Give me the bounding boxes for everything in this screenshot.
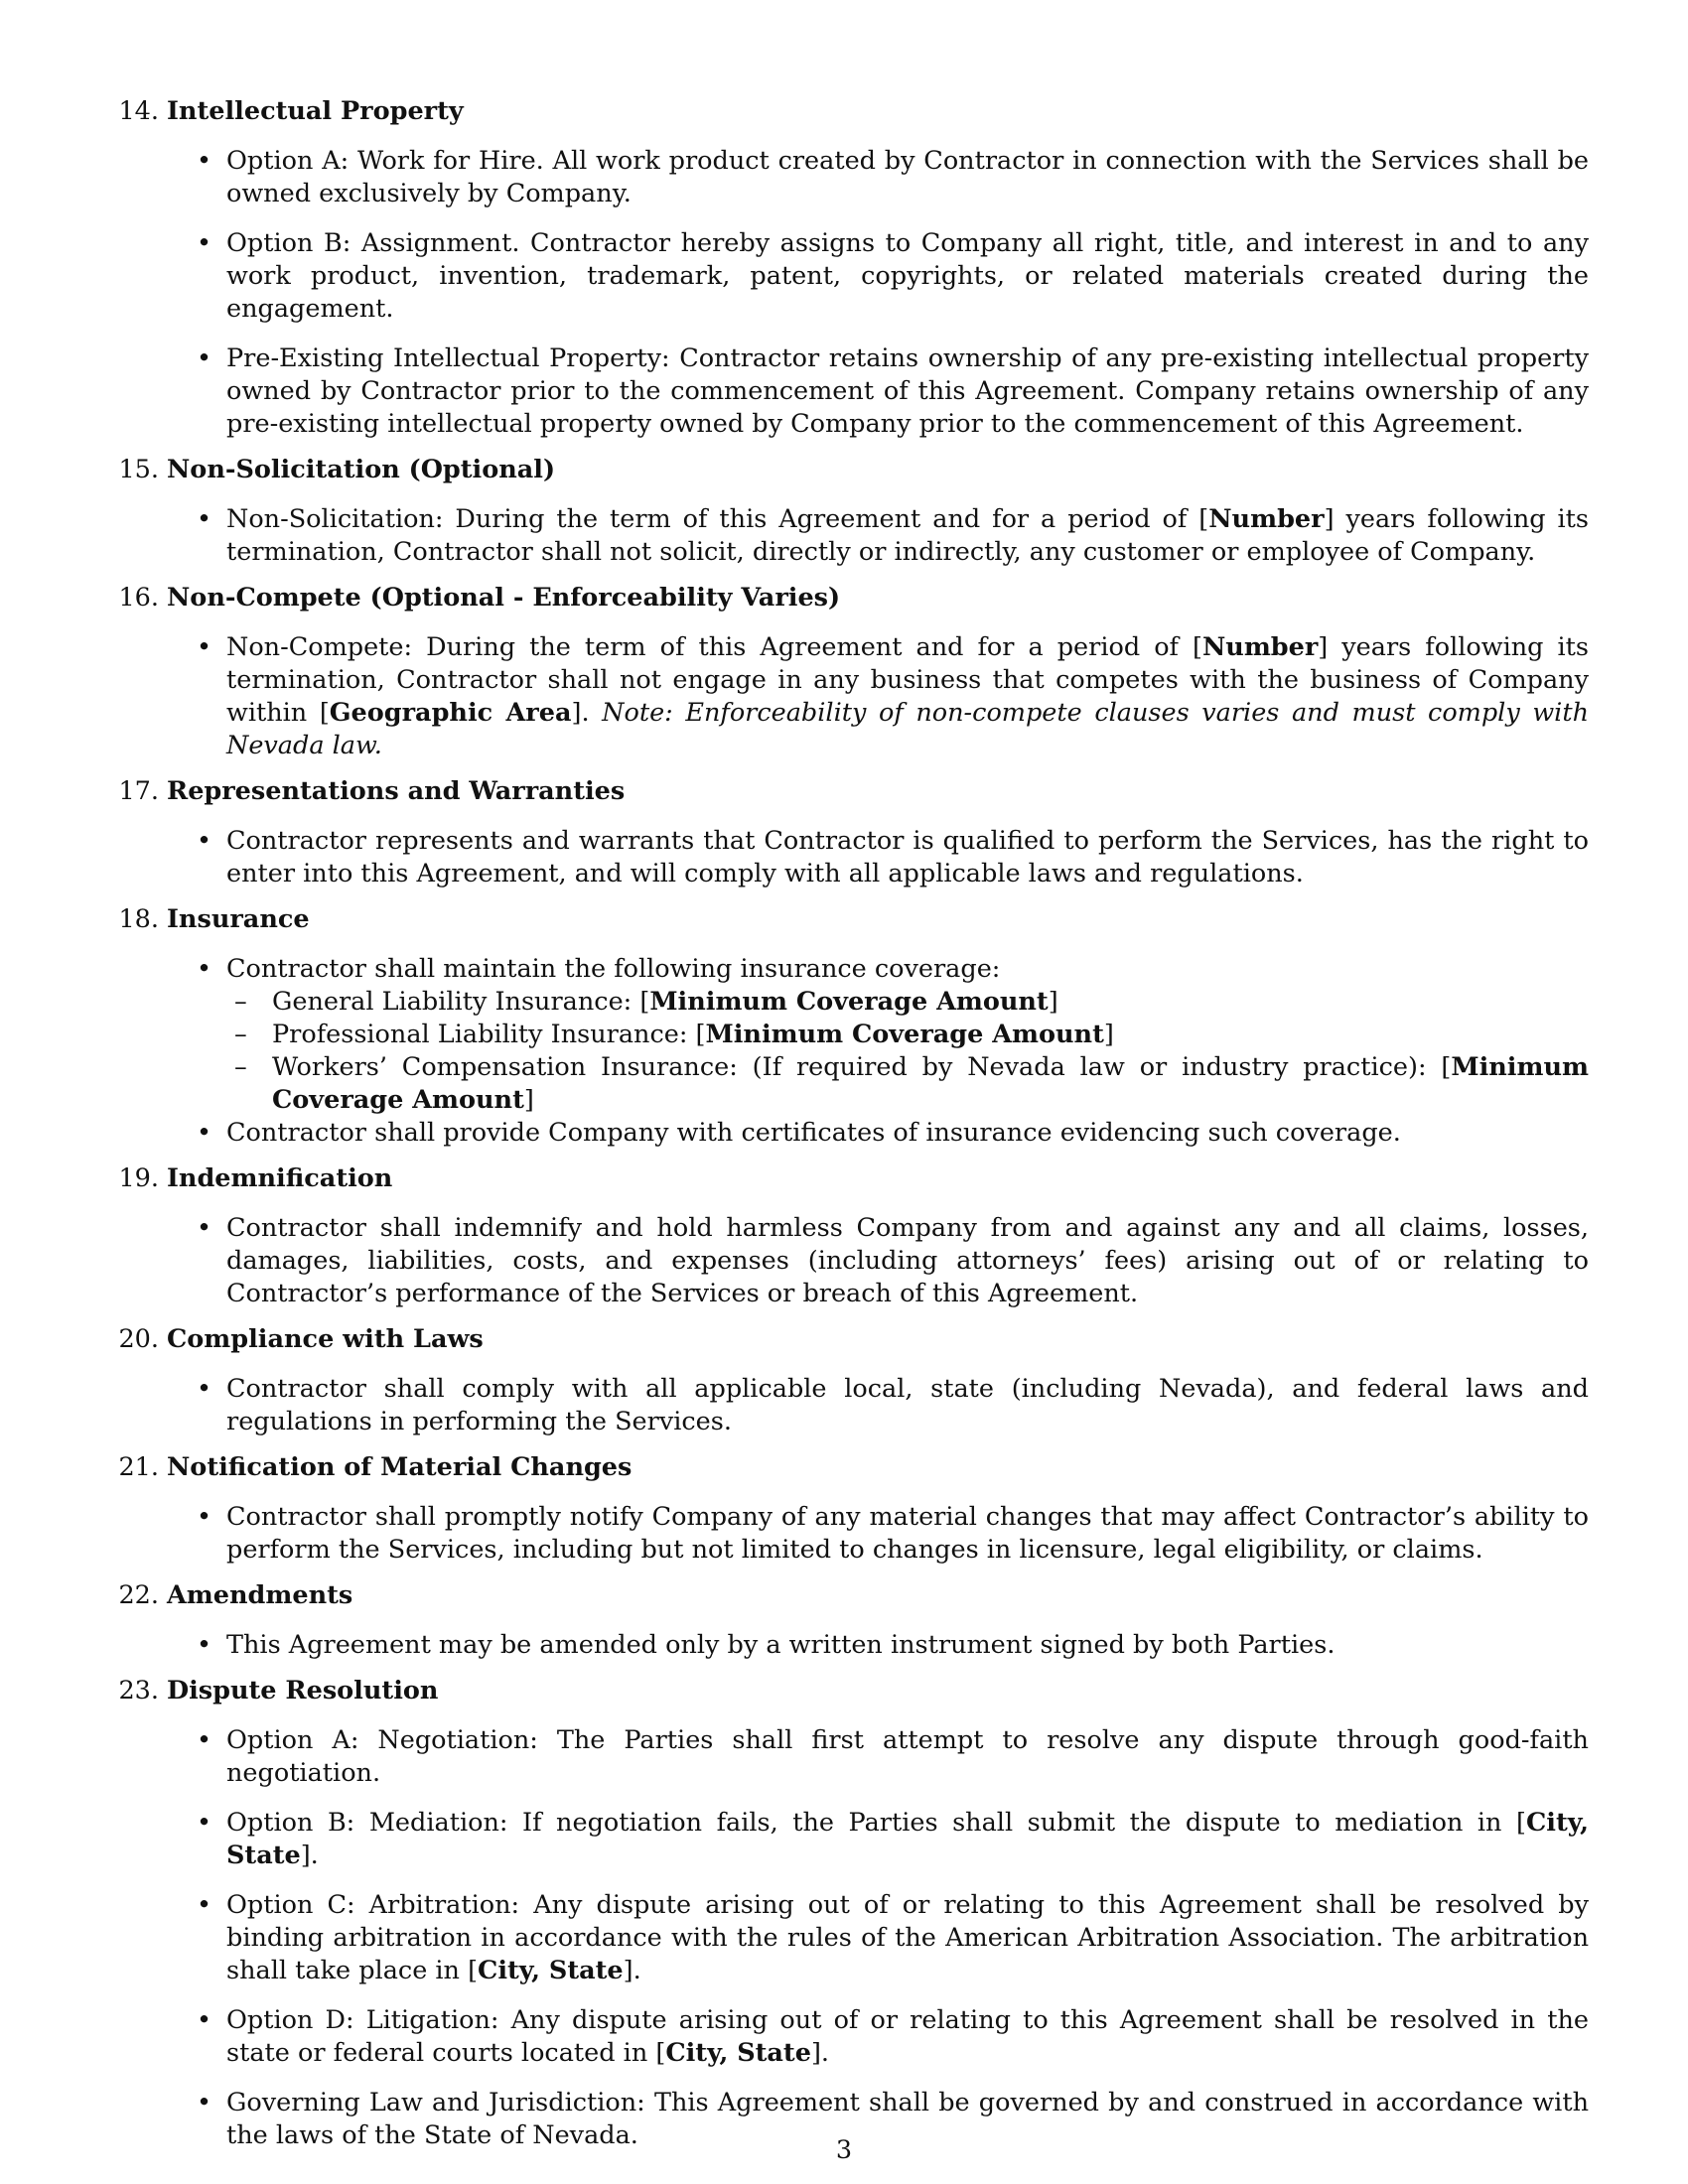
section-representations bbox=[115, 775, 1589, 890]
placeholder-field: Minimum Coverage Amount bbox=[272, 1052, 1589, 1115]
clause-text: Contractor shall provide Company with certificates of insurance evidencing such coverage. bbox=[226, 1118, 1401, 1148]
clause-text: ]. bbox=[810, 2038, 829, 2068]
section-title: Amendments bbox=[167, 1580, 353, 1610]
sub-item: – General Liability Insurance: [Minimum Coverage Amount] bbox=[234, 987, 1058, 1017]
clause-text: ] years following its termination, Contractor shall not solicit, directly or indirectly, any customer or employee of Company. bbox=[226, 504, 1589, 567]
section-insurance bbox=[115, 903, 1589, 1150]
section-heading bbox=[115, 1451, 1589, 1484]
clause-item: • Option D: Litigation: Any dispute arising out of or relating to this Agreement shall be resolved in the state or federal courts located in [City, State]. bbox=[197, 2005, 1589, 2068]
clause-item: • Contractor shall comply with all applicable local, state (including Nevada), and federal laws and regulations in performing the Services. bbox=[197, 1374, 1589, 1436]
section-title: Non-Solicitation (Optional) bbox=[167, 455, 556, 484]
clause-text: Non-Solicitation: During the term of this Agreement and for a period of [ bbox=[226, 504, 1209, 534]
clause-text: Option B: Mediation: If negotiation fails, the Parties shall submit the dispute to mediation in [ bbox=[226, 1808, 1526, 1838]
section-heading bbox=[115, 903, 1589, 936]
section-indemnification bbox=[115, 1162, 1589, 1310]
section-title: Non-Compete (Optional - Enforceability Varies) bbox=[167, 583, 841, 613]
placeholder-field: Geographic Area bbox=[329, 698, 572, 728]
clause-item: • Non-Solicitation: During the term of this Agreement and for a period of [Number] years following its termination, Contractor shall not solicit, directly or indirectly, any customer or employee of Company. bbox=[197, 504, 1589, 567]
section-title: Indemnification bbox=[167, 1163, 393, 1193]
clause-text: General Liability Insurance: [ bbox=[272, 987, 650, 1017]
clause-item: • Non-Compete: During the term of this Agreement and for a period of [Number] years following its termination, Contractor shall not engage in any business that competes with the business of Company within [Geographic Area]. Note: Enforceability of non-compete clauses varies and must comply with Nevada law. bbox=[197, 632, 1589, 760]
section-title: Representations and Warranties bbox=[167, 776, 626, 806]
placeholder-field: Minimum Coverage Amount bbox=[649, 987, 1049, 1017]
section-number: 15. bbox=[118, 455, 159, 484]
section-number: 22. bbox=[118, 1580, 159, 1610]
section-title: Intellectual Property bbox=[167, 96, 464, 126]
clause-text: ] bbox=[1048, 987, 1058, 1017]
clause-text: ] years following its termination, Contractor shall not engage in any business that competes with the business of Company within [ bbox=[226, 632, 1589, 728]
clause-text: Option A: Negotiation: The Parties shall first attempt to resolve any dispute through good-faith negotiation. bbox=[226, 1725, 1589, 1788]
placeholder-field: City, State bbox=[478, 1956, 624, 1985]
clause-text: Option B: Assignment. Contractor hereby assigns to Company all right, title, and interest in and to any work product, invention, trademark, patent, copyrights, or related materials created during the engagement. bbox=[226, 228, 1589, 324]
section-compliance bbox=[115, 1323, 1589, 1438]
section-number: 17. bbox=[118, 776, 159, 806]
clause-text: Contractor shall comply with all applicable local, state (including Nevada), and federal laws and regulations in performing the Services. bbox=[226, 1374, 1589, 1436]
section-heading bbox=[115, 1675, 1589, 1707]
section-intellectual-property bbox=[115, 95, 1589, 441]
clause-item: • Option B: Assignment. Contractor hereby assigns to Company all right, title, and interest in and to any work product, invention, trademark, patent, copyrights, or related materials created during the engagement. bbox=[197, 228, 1589, 324]
section-number: 19. bbox=[118, 1163, 159, 1193]
clause-text: Contractor shall indemnify and hold harmless Company from and against any and all claims, losses, damages, liabilities, costs, and expenses (including attorneys’ fees) arising out of or relating to Contractor’s performance of the Services or breach of this Agreement. bbox=[226, 1213, 1589, 1308]
section-heading bbox=[115, 1162, 1589, 1195]
sub-item: – Workers’ Compensation Insurance: (If required by Nevada law or industry practice): [Minimum Coverage Amount] bbox=[234, 1052, 1589, 1115]
section-title: Insurance bbox=[167, 904, 310, 934]
clause-text: Pre-Existing Intellectual Property: Contractor retains ownership of any pre-existing intellectual property owned by Contractor prior to the commencement of this Agreement. Company retains ownership of any pre-existing intellectual property owned by Company prior to the commencement of this Agreement. bbox=[226, 343, 1589, 439]
section-title: Notification of Material Changes bbox=[167, 1452, 633, 1482]
clause-item: • Governing Law and Jurisdiction: This Agreement shall be governed by and construed in accordance with the laws of the State of Nevada. bbox=[197, 2088, 1589, 2150]
clause-text: ] bbox=[1103, 1020, 1114, 1049]
section-number: 20. bbox=[118, 1324, 159, 1354]
clause-item: • Contractor represents and warrants that Contractor is qualified to perform the Services, has the right to enter into this Agreement, and will comply with all applicable laws and regulations. bbox=[197, 826, 1589, 888]
clause-text: ] bbox=[523, 1085, 534, 1115]
clause-text: ]. bbox=[623, 1956, 641, 1985]
section-title: Dispute Resolution bbox=[167, 1676, 439, 1706]
clause-item: • Contractor shall indemnify and hold harmless Company from and against any and all claims, losses, damages, liabilities, costs, and expenses (including attorneys’ fees) arising out of or relating to Contractor’s performance of the Services or breach of this Agreement. bbox=[197, 1213, 1589, 1308]
section-heading bbox=[115, 95, 1589, 128]
document-body bbox=[115, 95, 1589, 2165]
section-dispute-resolution bbox=[115, 1675, 1589, 2152]
section-title: Compliance with Laws bbox=[167, 1324, 484, 1354]
clause-text: Contractor shall maintain the following insurance coverage: bbox=[226, 954, 1001, 984]
clause-text: ]. bbox=[300, 1841, 319, 1870]
clause-text: Option A: Work for Hire. All work product created by Contractor in connection with the Services shall be owned exclusively by Company. bbox=[226, 146, 1589, 208]
clause-item: • Contractor shall provide Company with certificates of insurance evidencing such coverage. bbox=[197, 1118, 1401, 1148]
section-heading bbox=[115, 1579, 1589, 1612]
section-number: 21. bbox=[118, 1452, 159, 1482]
section-heading bbox=[115, 454, 1589, 486]
section-number: 18. bbox=[118, 904, 159, 934]
placeholder-field: City, State bbox=[665, 2038, 811, 2068]
note-text: Note: Enforceability of non-compete clauses varies and must comply with Nevada law. bbox=[226, 698, 1589, 760]
section-number: 14. bbox=[118, 96, 159, 126]
clause-item: • Contractor shall promptly notify Company of any material changes that may affect Contractor’s ability to perform the Services, including but not limited to changes in licensure, legal eligibility, or claims. bbox=[197, 1502, 1589, 1565]
placeholder-field: Number bbox=[1201, 632, 1319, 662]
section-heading bbox=[115, 582, 1589, 614]
section-non-compete bbox=[115, 582, 1589, 762]
placeholder-field: Number bbox=[1208, 504, 1325, 534]
clause-text: Contractor shall promptly notify Company of any material changes that may affect Contractor’s ability to perform the Services, including but not limited to changes in licensure, legal eligibility, or claims. bbox=[226, 1502, 1589, 1565]
section-amendments bbox=[115, 1579, 1589, 1662]
section-number: 16. bbox=[118, 583, 159, 613]
placeholder-field: City, State bbox=[226, 1808, 1589, 1870]
section-number: 23. bbox=[118, 1676, 159, 1706]
clause-text: Workers’ Compensation Insurance: (If required by Nevada law or industry practice): [ bbox=[272, 1052, 1452, 1082]
clause-item: • Option A: Work for Hire. All work product created by Contractor in connection with the Services shall be owned exclusively by Company. bbox=[197, 146, 1589, 208]
section-non-solicitation bbox=[115, 454, 1589, 569]
clause-text: Option C: Arbitration: Any dispute arising out of or relating to this Agreement shall be resolved by binding arbitration in accordance with the rules of the American Arbitration Association. The arbitration shall take place in [ bbox=[226, 1890, 1589, 1985]
clause-item: • Option C: Arbitration: Any dispute arising out of or relating to this Agreement shall be resolved by binding arbitration in accordance with the rules of the American Arbitration Association. The arbitration shall take place in [City, State]. bbox=[197, 1890, 1589, 1985]
clause-text: ]. bbox=[571, 698, 603, 728]
clause-text: Contractor represents and warrants that Contractor is qualified to perform the Services, has the right to enter into this Agreement, and will comply with all applicable laws and regulations. bbox=[226, 826, 1589, 888]
clause-item: • Option A: Negotiation: The Parties shall first attempt to resolve any dispute through good-faith negotiation. bbox=[197, 1725, 1589, 1788]
clause-item: • This Agreement may be amended only by a written instrument signed by both Parties. bbox=[197, 1630, 1336, 1660]
clause-item: • Pre-Existing Intellectual Property: Contractor retains ownership of any pre-existing intellectual property owned by Contractor prior to the commencement of this Agreement. Company retains ownership of any pre-existing intellectual property owned by Company prior to the commencement of this Agreement. bbox=[197, 343, 1589, 439]
clause-item: • Contractor shall maintain the following insurance coverage: – General Liability Insurance: [Minimum Coverage Amount] – Professional Liability Insurance: [Minimum Coverage Amount] – Workers’ Compensation Insurance: (If required by Nevada law or industry practice): [Minimum Coverage Amount] bbox=[197, 954, 1589, 1115]
clause-text: Governing Law and Jurisdiction: This Agreement shall be governed by and construed in accordance with the laws of the State of Nevada. bbox=[226, 2088, 1589, 2150]
section-notification bbox=[115, 1451, 1589, 1567]
section-heading bbox=[115, 1323, 1589, 1356]
clause-text: This Agreement may be amended only by a written instrument signed by both Parties. bbox=[226, 1630, 1336, 1660]
clause-text: Non-Compete: During the term of this Agreement and for a period of [ bbox=[226, 632, 1202, 662]
placeholder-field: Minimum Coverage Amount bbox=[705, 1020, 1104, 1049]
clause-text: Professional Liability Insurance: [ bbox=[272, 1020, 706, 1049]
section-heading bbox=[115, 775, 1589, 808]
sub-item: – Professional Liability Insurance: [Minimum Coverage Amount] bbox=[234, 1020, 1114, 1049]
clause-text: Option D: Litigation: Any dispute arising out of or relating to this Agreement shall be resolved in the state or federal courts located in [ bbox=[226, 2005, 1589, 2068]
clause-item: • Option B: Mediation: If negotiation fails, the Parties shall submit the dispute to mediation in [City, State]. bbox=[197, 1808, 1589, 1870]
page-number: 3 bbox=[835, 2135, 853, 2165]
